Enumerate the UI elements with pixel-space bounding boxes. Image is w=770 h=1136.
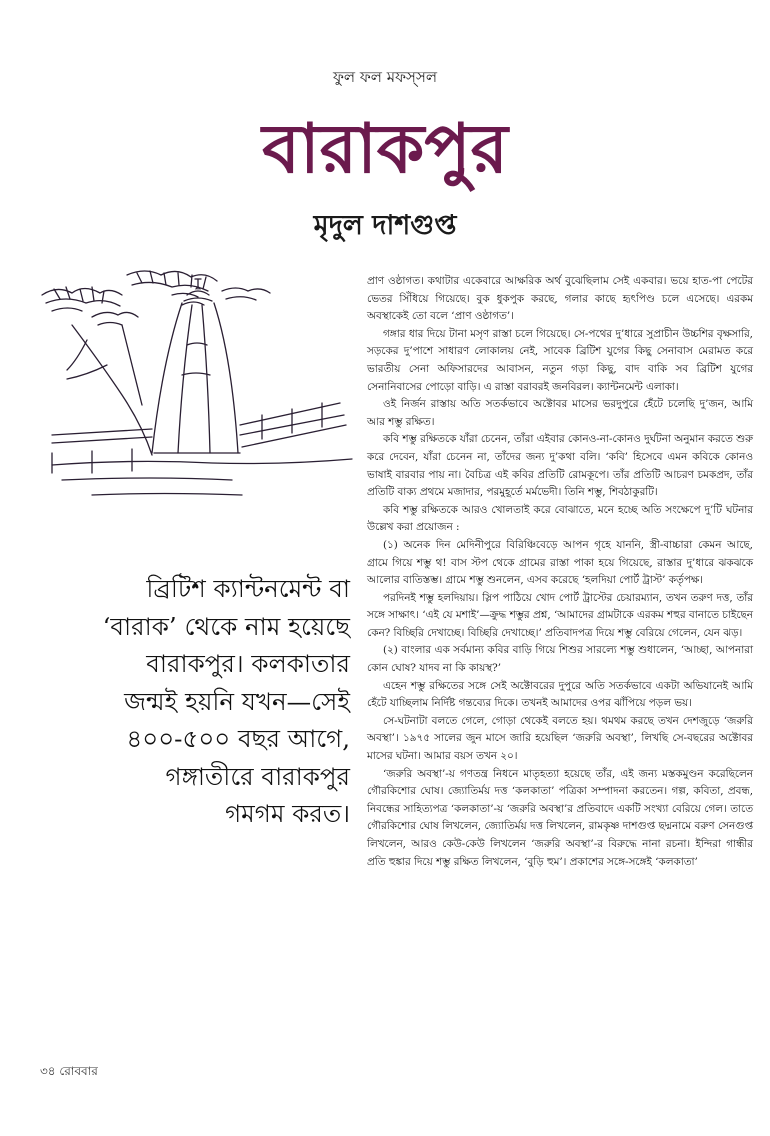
temple-sketch-illustration bbox=[32, 265, 362, 520]
page-folio: ৩৪ রোববার bbox=[40, 1064, 98, 1078]
article-paragraph: পরদিনই শম্ভু হলদিয়ায়। স্লিপ পাঠিয়ে খোদ পোর্ট ট্রাস্টের চেয়ারম্যান, তখন তরুণ দত্ত, তাঁর সঙ্গে সাক্ষাৎ। ‘এই যে মশাই’—ক্রুদ্ধ শম্ভুর প্রশ্ন, ‘আমাদের গ্রামটাকে এরকম শহুর বানাতে চাইছেন কেন? বিচ্ছিরি দেখাচ্ছে। বিচ্ছিরি দেখাচ্ছে।’ প্রতিবাদপত্র দিয়ে শম্ভু বেরিয়ে গেলেন, যেন ঝড়। bbox=[367, 591, 753, 639]
article-paragraph: ওই নির্জন রাস্তায় অতি সতর্কভাবে অক্টোবর মাসের ভরদুপুরে হেঁটে চলেছি দু’জন, আমি আর শম্ভু রক্ষিত। bbox=[367, 398, 753, 428]
article-paragraph: কবি শম্ভু রক্ষিতকে যাঁরা চেনেন, তাঁরা এইবার কোনও-না-কোনও দুর্ঘটনা অনুমান করতে শুরু করে দেবেন, যাঁরা চেনেন না, তাঁদের জন্য দু’কথা বলি। ‘কবি’ হিসেবে এমন কবিকে কোনও ভাষাই বারবার পায় না। বৈচিত্র এই কবির প্রতিটি রোমকূপে। তাঁর প্রতিটি আচরণ চমকপ্রদ, তাঁর প্রতিটি বাক্য প্রথমে মজাদার, পরমুহূর্তে মর্মভেদী। তিনি শম্ভু, শিবঠাকুরটি। bbox=[367, 433, 753, 499]
pull-quote: ব্রিটিশ ক্যান্টনমেন্ট বা ‘বারাক’ থেকে নাম হয়েছে বারাকপুর। কলকাতার জন্মই হয়নি যখন—সেই ৪০০-৫০০ বছর আগে, গঙ্গাতীরে বারাকপুর গমগম করত। bbox=[102, 574, 350, 828]
article-paragraph: ‘জরুরি অবস্থা’-য় গণতন্ত্র নিধনে মাতৃহত্যা হয়েছে তাঁর, এই জন্য মস্তকমুণ্ডন করেছিলেন গৌরকিশোর ঘোষ। জ্যোতির্ময় দত্ত ‘কলকাতা’ পত্রিকা সম্পাদনা করতেন। গল্প, কবিতা, প্রবন্ধ, নিবন্ধের সাহিত্যপত্র ‘কলকাতা’-য় ‘জরুরি অবস্থা’র প্রতিবাদে একটি সংখ্যা বেরিয়ে গেল। তাতে গৌরকিশোর ঘোষ লিখলেন, জ্যোতির্ময় দত্ত লিখলেন, রামকৃষ্ণ দাশগুপ্ত ছদ্মনামে বরুণ সেনগুপ্ত লিখলেন, আরও কেউ-কেউ লিখলেন ‘জরুরি অবস্থা’-র বিরুদ্ধে নানা রচনা। ইন্দিরা গান্ধীর প্রতি হুঙ্কার দিয়ে শম্ভু রক্ষিত লিখলেন, ‘বুড়ি হুম’। প্রকাশের সঙ্গে-সঙ্গেই ‘কলকাতা’ bbox=[367, 767, 753, 868]
article-paragraph: (১) অনেক দিন মেদিনীপুরে বিরিঞ্চিবেড়ে আপন গৃহে যাননি, স্ত্রী-বাচ্চারা কেমন আছে, গ্রামে গিয়ে শম্ভু থ! বাস স্টপ থেকে গ্রামের রাস্তা পাকা হয়ে গিয়েছে, রাস্তার দু’ধারে ঝকঝকে আলোর বাতিস্তম্ভ। গ্রামে শম্ভু শুনলেন, এসব করেছে ‘হলদিয়া পোর্ট ট্রাস্ট’ কর্তৃপক্ষ। bbox=[367, 538, 753, 587]
article-paragraph: গঙ্গার ধার দিয়ে টানা মসৃণ রাস্তা চলে গিয়েছে। সে-পথের দু’ধারে সুপ্রাচীন উচ্চশির বৃক্ষসারি, সড়কের দু’পাশে সাধারণ লোকালয় নেই, সাবেক ব্রিটিশ যুগের কিছু সেনাবাস মেরামত করে ভারতীয় সেনা অফিসারদের আবাসন, নতুন গড়া কিছু, বাদ বাকি সব ব্রিটিশ যুগের সেনানিবাসের পোড়ো বাড়ি। এ রাস্তা বরাবরই জনবিরল। ক্যান্টনমেন্ট এলাকা। bbox=[367, 327, 753, 393]
tree-branches-sketch bbox=[67, 325, 152, 455]
section-label: ফুল ফল মফস্সল bbox=[332, 68, 438, 86]
article-body bbox=[367, 273, 753, 871]
article-paragraph: প্রাণ ওষ্ঠাগত। কথাটার একেবারে আক্ষরিক অর্থ বুঝেছিলাম সেই একবার। ভয়ে হাত-পা পেটের ভেতর সিঁধিয়ে গিয়েছে। বুক ধুকপুক করছে, গলার কাছে হৃৎপিণ্ড চলে এসেছে। এরকম অবস্থাকেই তো বলে ‘প্রাণ ওষ্ঠাগত’। bbox=[367, 275, 753, 323]
article-paragraph: কবি শম্ভু রক্ষিতকে আরও খোলতাই করে বোঝাতে, মনে হচ্ছে অতি সংক্ষেপে দু’টি ঘটনার উল্লেখ করা প্রয়োজন : bbox=[367, 503, 753, 534]
article-paragraph: এহেন শম্ভু রক্ষিতের সঙ্গে সেই অক্টোবরের দুপুরে অতি সতর্কভাবে একটা অভিযানেই আমি হেঁটে যাচ্ছিলাম নির্দিষ্ট গন্তব্যের দিকে। তখনই আমাদের ওপর ঝাঁপিয়ে পড়ল ভয়। bbox=[367, 679, 753, 710]
wall-and-ground-sketch bbox=[52, 403, 352, 495]
article-paragraph: সে-ঘটনাটা বলতে গেলে, গোড়া থেকেই বলতে হয়। থমথম করছে তখন দেশজুড়ে ‘জরুরি অবস্থা’। ১৯৭৫ সালের জুন মাসে জারি হয়েছিল ‘জরুরি অবস্থা’, লিখছি সে-বছরের অক্টোবর মাসের ঘটনা। আমার বয়স তখন ২০। bbox=[367, 714, 753, 763]
temple-tower-sketch bbox=[152, 279, 240, 453]
author-byline: মৃদুল দাশগুপ্ত bbox=[313, 210, 457, 241]
tree-foliage-sketch bbox=[42, 271, 270, 325]
page-title: বারাকপুর bbox=[262, 109, 508, 189]
article-paragraph: (২) বাংলার এক সর্বমান্য কবির বাড়ি গিয়ে শিশুর সারল্যে শম্ভু শুধালেন, ‘আচ্ছা, আপনারা কোন ঘোষ? যাদব না কি কায়স্থ?’ bbox=[367, 644, 753, 675]
